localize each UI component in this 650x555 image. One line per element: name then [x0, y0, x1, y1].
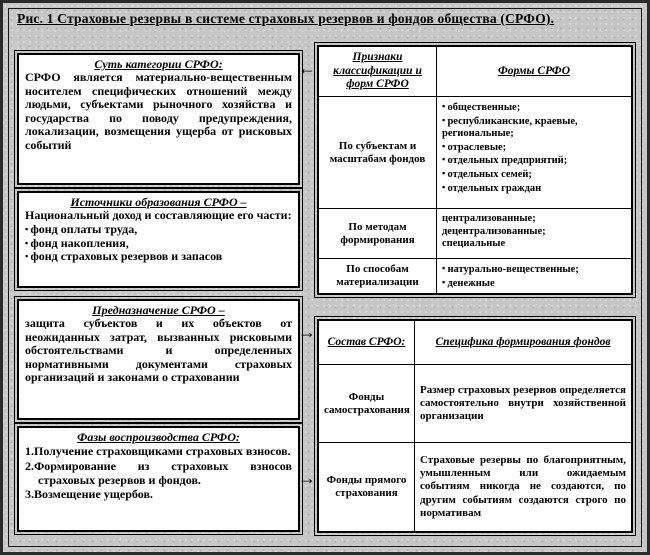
box-purpose	[17, 299, 300, 420]
box-purpose-heading: Предназначение СРФО –	[92, 303, 225, 317]
form-item: ▪ республиканские, краевые, региональные;	[442, 115, 626, 141]
composition-row-text-value: Страховые резервы по благоприятным, умышленным или ожидаемым событиям никогда не создаются, по другим событиям создаются строго по нормативам	[420, 454, 626, 519]
form-item: ▪ отраслевые;	[442, 141, 626, 155]
classification-row-label: По методам формирования	[319, 209, 437, 259]
classification-table	[317, 45, 633, 295]
source-item-label: фонд оплаты труда,	[30, 221, 138, 236]
arrow-right-icon: →	[298, 322, 316, 342]
box-sources-heading: Источники образования СРФО –	[70, 195, 247, 209]
composition-row-text-value: Размер страховых резервов определяется самостоятельно внутри хозяйственной организации	[420, 383, 626, 423]
figure-title: Рис. 1 Страховые резервы в системе страховых резервов и фондов общества (СРФО).	[17, 11, 555, 26]
form-item: ▪ денежные	[442, 277, 626, 291]
classification-col1-header: Признаки классификации и форм СРФО	[319, 47, 437, 97]
form-item: децентрализованные;	[442, 225, 546, 237]
classification-row-items	[437, 97, 631, 209]
composition-col2-header: Специфика формирования фондов	[415, 321, 631, 365]
source-item	[25, 250, 292, 264]
arrow-right-icon: →	[298, 468, 316, 488]
classification-row-items	[437, 259, 631, 293]
source-item-label: фонд страховых резервов и запасов	[30, 249, 223, 264]
box-essence	[17, 53, 300, 185]
box-purpose-body: защита субъектов и их объектов от неожиданных затрат, вызванных рисковыми обстоятельствами и определенных нормативными документами страховых организаций и законами о страховании	[25, 316, 292, 385]
composition-col1-header: Состав СРФО:	[319, 321, 415, 365]
phase-item: 2.Формирование из страховых взносов страховых резервов и фондов.	[25, 458, 292, 487]
composition-row-text	[415, 365, 631, 443]
classification-row-items	[437, 209, 631, 259]
phase-item: 3.Возмещение ущербов.	[25, 486, 153, 501]
classification-row-label: По способам материализации	[319, 259, 437, 293]
composition-row-label: Фонды прямого страхования	[319, 443, 415, 531]
composition-row-label: Фонды самострахования	[319, 365, 415, 443]
box-phases	[17, 426, 300, 532]
box-phases-heading: Фазы воспроизводства СРФО:	[77, 430, 240, 444]
form-item: ▪ натурально-вещественные;	[442, 263, 626, 277]
composition-table	[317, 319, 633, 533]
box-sources-intro: Национальный доход и составляющие его части:	[25, 208, 292, 223]
form-item: ▪ отдельных предприятий;	[442, 154, 626, 168]
box-essence-heading: Суть категории СРФО:	[94, 57, 223, 71]
form-item: специальные	[442, 238, 506, 250]
source-item	[25, 237, 292, 251]
figure-frame	[8, 8, 642, 547]
box-sources	[17, 191, 300, 288]
form-item: централизованные;	[442, 213, 536, 224]
phase-item: 1.Получение страховщиками страховых взносов.	[25, 444, 291, 459]
source-item	[25, 223, 292, 237]
composition-row-text	[415, 443, 631, 531]
source-item-label: фонд накопления,	[30, 235, 129, 250]
arrow-left-icon: ←	[298, 58, 316, 78]
classification-row-label: По субъектам и масштабам фондов	[319, 97, 437, 209]
form-item: ▪ общественные;	[442, 101, 626, 115]
box-essence-body: СРФО является материально-вещественным носителем специфических отношений между людьми, субъектами рыночного хозяйства и государства по поводу предупреждения, локализации, возмещения ущерба от рисковых событий	[25, 70, 292, 152]
classification-col2-header: Формы СРФО	[437, 47, 631, 97]
form-item: ▪ отдельных семей;	[442, 168, 626, 182]
form-item: ▪ отдельных граждан	[442, 182, 626, 196]
